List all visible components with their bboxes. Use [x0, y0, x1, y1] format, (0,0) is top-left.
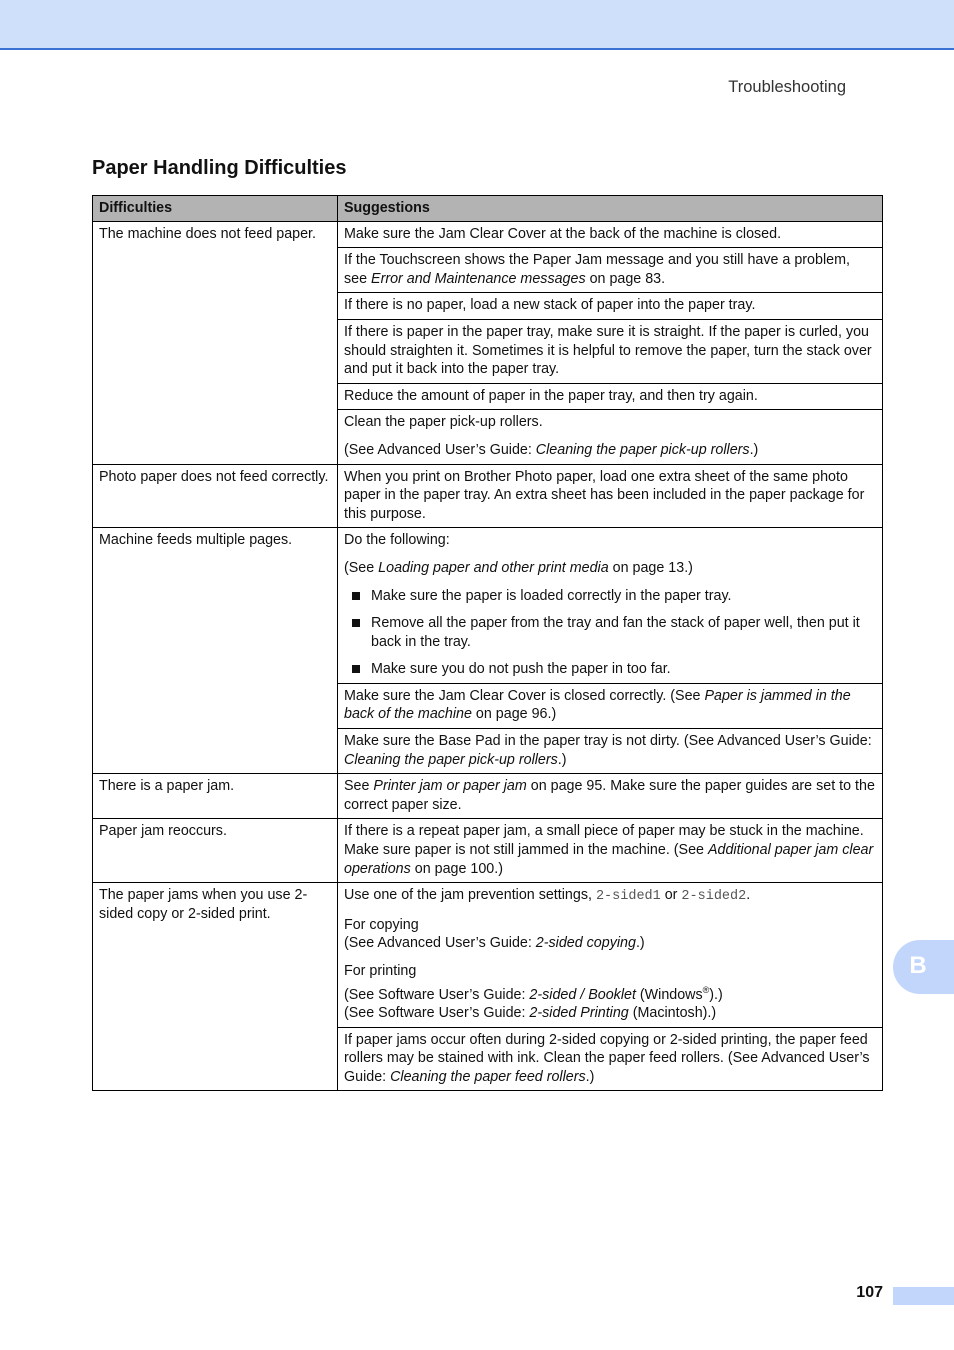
- list-item: Remove all the paper from the tray and fan the stack of paper well, then put it back in the tray.: [344, 614, 876, 651]
- appendix-tab-label: B: [909, 952, 927, 979]
- suggestion-cell: See Printer jam or paper jam on page 95. Make sure the paper guides are set to the correct paper size.: [338, 774, 883, 819]
- cross-reference: 2-sided copying: [535, 935, 636, 952]
- column-header-difficulties: Difficulties: [93, 196, 338, 222]
- table-row: [93, 464, 883, 528]
- cross-reference: Paper is jammed in the back of the machine: [344, 687, 851, 723]
- suggestion-cell: Make sure the Jam Clear Cover at the back of the machine is closed.: [338, 221, 883, 248]
- square-bullet-icon: [352, 665, 360, 673]
- table-row: [93, 528, 883, 684]
- difficulty-cell: There is a paper jam.: [93, 774, 338, 819]
- table-row: [93, 819, 883, 883]
- cross-reference: Cleaning the paper pick-up rollers: [344, 751, 558, 768]
- cross-reference: Cleaning the paper feed rollers: [390, 1068, 586, 1085]
- suggestion-cell: When you print on Brother Photo paper, load one extra sheet of the same photo paper in the paper tray. An extra sheet has been included in the paper package for this purpose.: [338, 464, 883, 528]
- bullet-list: [344, 587, 876, 679]
- suggestion-cell: Clean the paper pick-up rollers. (See Advanced User’s Guide: Cleaning the paper pick-up rollers.): [338, 410, 883, 464]
- cross-reference: 2-sided / Booklet: [529, 986, 636, 1003]
- square-bullet-icon: [352, 592, 360, 600]
- square-bullet-icon: [352, 619, 360, 627]
- suggestion-cell: Use one of the jam prevention settings, 2-sided1 or 2-sided2. For copying (See Advanced User’s Guide: 2-sided copying.) For printing (See Software User’s Guide: 2-sided / Booklet (Windows®).) (See Software User’s Guide: 2-sided Printing (Macintosh).): [338, 883, 883, 1027]
- suggestion-cell: Make sure the Jam Clear Cover is closed correctly. (See Paper is jammed in the back of the machine on page 96.): [338, 683, 883, 728]
- difficulty-cell: Paper jam reoccurs.: [93, 819, 338, 883]
- suggestion-cell: If there is no paper, load a new stack of paper into the paper tray.: [338, 293, 883, 320]
- suggestion-cell: If the Touchscreen shows the Paper Jam message and you still have a problem, see Error and Maintenance messages on page 83.: [338, 248, 883, 293]
- suggestion-cell: Do the following: (See Loading paper and other print media on page 13.) Make sure the paper is loaded correctly in the paper tray. Remove all the paper from the tray and fan the stack of paper well, then put it back in the tray. Make sure you do not push the paper in too far.: [338, 528, 883, 684]
- table-row: [93, 221, 883, 248]
- suggestion-cell: Make sure the Base Pad in the paper tray is not dirty. (See Advanced User’s Guide: Cleaning the paper pick-up rollers.): [338, 729, 883, 774]
- cross-reference: 2-sided Printing: [529, 1004, 629, 1021]
- cross-reference: Printer jam or paper jam: [373, 778, 527, 795]
- cross-reference: Error and Maintenance messages: [371, 270, 586, 287]
- setting-option: 2-sided1: [595, 889, 661, 905]
- suggestion-cell: If paper jams occur often during 2-sided copying or 2-sided printing, the paper feed rollers may be stained with ink. Clean the paper feed rollers. (See Advanced User’s Guide: Cleaning the paper feed rollers.): [338, 1027, 883, 1091]
- cross-reference: Additional paper jam clear operations: [344, 842, 874, 877]
- list-item: Make sure you do not push the paper in too far.: [344, 660, 876, 679]
- cross-reference: Loading paper and other print media: [378, 559, 609, 576]
- section-title: Paper Handling Difficulties: [92, 157, 347, 179]
- list-item: Make sure the paper is loaded correctly in the paper tray.: [344, 587, 876, 606]
- difficulty-cell: Machine feeds multiple pages.: [93, 528, 338, 774]
- table-row: [93, 883, 883, 1027]
- suggestion-cell: If there is a repeat paper jam, a small piece of paper may be stuck in the machine. Make sure paper is not still jammed in the machine. (See Additional paper jam clear operations on page 100.): [338, 819, 883, 883]
- table-header-row: [93, 196, 883, 222]
- difficulty-cell: Photo paper does not feed correctly.: [93, 464, 338, 528]
- setting-option: 2-sided2: [681, 889, 747, 905]
- header-band: [0, 0, 954, 50]
- appendix-tab: [893, 940, 954, 994]
- table-row: [93, 774, 883, 819]
- cross-reference: Cleaning the paper pick-up rollers: [535, 441, 750, 458]
- page-number-bar: [893, 1287, 954, 1305]
- chapter-header: Troubleshooting: [728, 78, 846, 96]
- page-number: 107: [856, 1284, 883, 1301]
- column-header-suggestions: Suggestions: [338, 196, 883, 222]
- suggestion-cell: If there is paper in the paper tray, make sure it is straight. If the paper is curled, you should straighten it. Sometimes it is helpful to remove the paper, turn the stack over and put it back into the paper tray.: [338, 319, 883, 383]
- difficulty-cell: The machine does not feed paper.: [93, 221, 338, 464]
- troubleshooting-table: [92, 195, 883, 1091]
- difficulty-cell: The paper jams when you use 2-sided copy or 2-sided print.: [93, 883, 338, 1091]
- suggestion-cell: Reduce the amount of paper in the paper tray, and then try again.: [338, 383, 883, 410]
